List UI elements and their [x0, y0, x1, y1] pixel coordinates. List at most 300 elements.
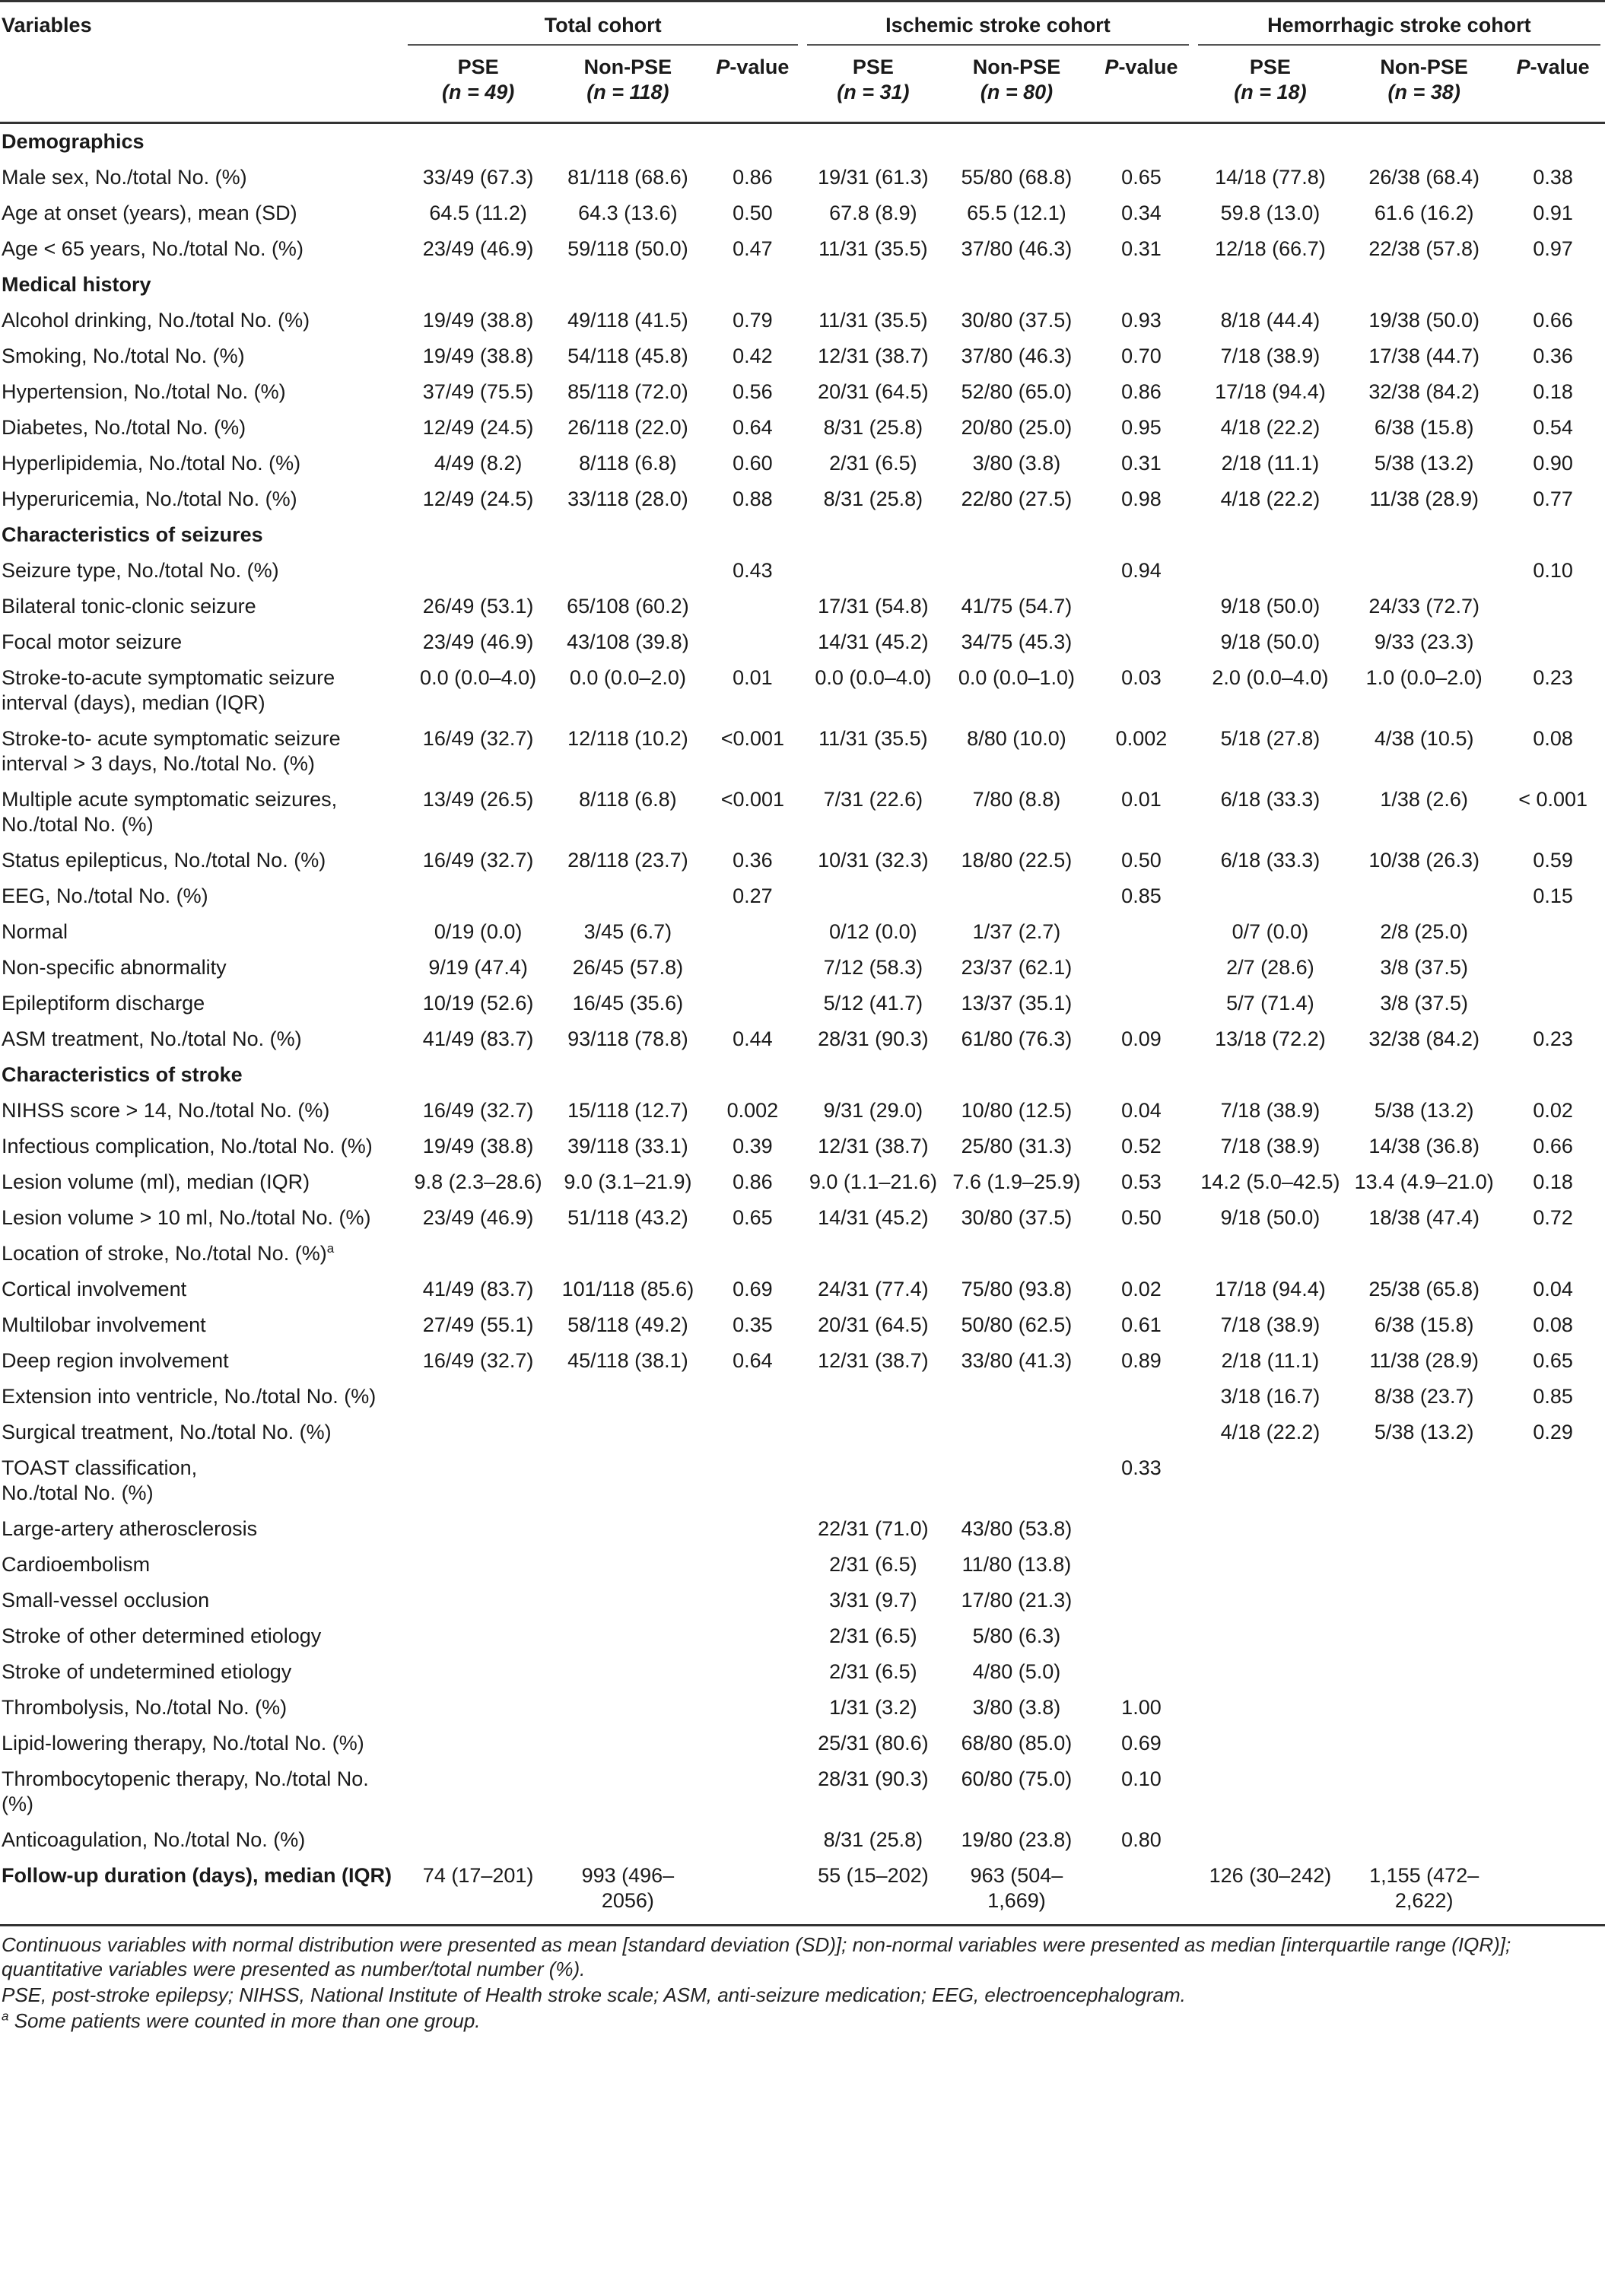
- value-cell: [1089, 950, 1193, 986]
- value-cell: [1347, 1511, 1501, 1547]
- nonpse-n: (n = 118): [586, 81, 669, 103]
- value-cell: 61.6 (16.2): [1374, 202, 1474, 224]
- row-label: [0, 1654, 403, 1690]
- value-cell: 8/31 (25.8): [823, 1828, 923, 1851]
- value-cell: 6/38 (15.8): [1374, 1313, 1474, 1336]
- value-cell: [553, 878, 703, 914]
- row-label: [0, 1343, 403, 1379]
- table-row: [0, 1200, 1605, 1236]
- value-cell: [703, 1415, 802, 1450]
- row-label: [0, 1450, 403, 1511]
- value-cell: 16/49 (32.7): [422, 727, 534, 750]
- value-cell: [1089, 914, 1193, 950]
- value-cell: 0.38: [1533, 166, 1573, 189]
- value-cell: [403, 1415, 553, 1450]
- value-cell: 23/49 (46.9): [422, 237, 534, 260]
- table-footnotes: [0, 1926, 1605, 2033]
- value-cell: 0.34: [1121, 202, 1162, 224]
- row-label-text: Hyperlipidemia, No./total No. (%): [2, 452, 301, 475]
- value-cell: 0.04: [1121, 1099, 1162, 1122]
- value-cell: 6/18 (33.3): [1220, 788, 1321, 811]
- footnote-1: Continuous variables with normal distribution were presented as mean [standard deviation (SD)]; non-normal variables were presented as median [interquartile range (IQR)]; quantitative variables were presented as number/total number (%).: [2, 1933, 1511, 1980]
- row-label-text: Thrombocytopenic therapy, No./total No. (%): [2, 1767, 369, 1815]
- value-cell: 19/31 (61.3): [818, 166, 929, 189]
- row-label-text: Hyperuricemia, No./total No. (%): [2, 487, 297, 510]
- row-label-text: EEG, No./total No. (%): [2, 884, 208, 907]
- value-cell: 0.33: [1121, 1456, 1162, 1479]
- value-cell: 12/49 (24.5): [422, 487, 534, 510]
- value-cell: 10/38 (26.3): [1368, 849, 1479, 872]
- nonpse-n: (n = 80): [980, 81, 1054, 103]
- value-cell: [1347, 1726, 1501, 1761]
- value-cell: [944, 1379, 1089, 1415]
- value-cell: 7/18 (38.9): [1220, 1099, 1321, 1122]
- value-cell: [1347, 1236, 1501, 1272]
- row-label: [0, 878, 403, 914]
- p-italic: P: [1516, 56, 1530, 78]
- value-cell: [1347, 1618, 1501, 1654]
- value-cell: 0.66: [1533, 309, 1573, 332]
- value-cell: 0.77: [1533, 487, 1573, 510]
- value-cell: 19/80 (23.8): [961, 1828, 1073, 1851]
- value-cell: 9/18 (50.0): [1220, 595, 1321, 618]
- value-cell: [403, 1654, 553, 1690]
- value-cell: [1501, 1583, 1605, 1618]
- row-label: [0, 843, 403, 878]
- value-cell: 0.89: [1121, 1349, 1162, 1372]
- value-cell: [1193, 553, 1347, 589]
- value-cell: [703, 1858, 802, 1926]
- value-cell: 61/80 (76.3): [961, 1027, 1073, 1050]
- value-cell: 52/80 (65.0): [961, 380, 1073, 403]
- group-header-hemorrhagic: Hemorrhagic stroke cohort: [1193, 2, 1605, 46]
- value-cell: [1089, 1654, 1193, 1690]
- value-cell: [553, 1450, 703, 1511]
- value-cell: 0.0 (0.0–4.0): [420, 666, 537, 689]
- table-row: [0, 410, 1605, 446]
- value-cell: 5/80 (6.3): [972, 1624, 1061, 1647]
- value-cell: 0.52: [1121, 1135, 1162, 1158]
- value-cell: 32/38 (84.2): [1368, 380, 1479, 403]
- row-label: [0, 1583, 403, 1618]
- row-label: [0, 914, 403, 950]
- value-cell: 0.18: [1533, 1170, 1573, 1193]
- value-cell: [703, 1511, 802, 1547]
- value-cell: 9/19 (47.4): [428, 956, 528, 979]
- value-cell: 25/80 (31.3): [961, 1135, 1073, 1158]
- value-cell: 3/80 (3.8): [972, 1696, 1061, 1719]
- value-cell: [1193, 1236, 1347, 1272]
- value-cell: 26/38 (68.4): [1368, 166, 1479, 189]
- table-row: [0, 1307, 1605, 1343]
- value-cell: 3/18 (16.7): [1220, 1385, 1321, 1408]
- value-cell: 4/38 (10.5): [1374, 727, 1474, 750]
- value-cell: [1347, 1450, 1501, 1511]
- value-cell: [944, 1415, 1089, 1450]
- value-cell: 0.50: [733, 202, 773, 224]
- value-cell: 14.2 (5.0–42.5): [1200, 1170, 1340, 1193]
- value-cell: 0.27: [733, 884, 773, 907]
- value-cell: 23/37 (62.1): [961, 956, 1073, 979]
- value-cell: 0.95: [1121, 416, 1162, 439]
- value-cell: 8/118 (6.8): [579, 788, 677, 811]
- row-label-text: Multilobar involvement: [2, 1313, 206, 1336]
- table-row: [0, 195, 1605, 231]
- value-cell: 10/19 (52.6): [422, 992, 534, 1015]
- value-cell: [1193, 1654, 1347, 1690]
- table-row: [0, 1379, 1605, 1415]
- value-cell: <0.001: [720, 727, 785, 750]
- row-label: [0, 553, 403, 589]
- value-cell: 16/45 (35.6): [572, 992, 684, 1015]
- value-cell: 0.0 (0.0–4.0): [815, 666, 932, 689]
- value-cell: 30/80 (37.5): [961, 1206, 1073, 1229]
- value-cell: 4/18 (22.2): [1220, 416, 1321, 439]
- row-label: [0, 624, 403, 660]
- value-cell: 75/80 (93.8): [961, 1278, 1073, 1300]
- value-cell: [1347, 1822, 1501, 1858]
- nonpse-n: (n = 38): [1387, 81, 1460, 103]
- table-row: [0, 1415, 1605, 1450]
- value-cell: 0.31: [1121, 237, 1162, 260]
- table-row: [0, 914, 1605, 950]
- value-cell: 67.8 (8.9): [829, 202, 917, 224]
- value-cell: [403, 1379, 553, 1415]
- value-cell: [1089, 624, 1193, 660]
- value-cell: 39/118 (33.1): [567, 1135, 688, 1158]
- value-cell: 13/49 (26.5): [422, 788, 534, 811]
- value-cell: 0.43: [733, 559, 773, 582]
- value-cell: 25/31 (80.6): [818, 1732, 929, 1755]
- value-cell: 4/18 (22.2): [1220, 1421, 1321, 1443]
- header-row-subheads: [0, 46, 1605, 123]
- value-cell: 33/80 (41.3): [961, 1349, 1073, 1372]
- table-row: [0, 1822, 1605, 1858]
- value-cell: 0.23: [1533, 1027, 1573, 1050]
- row-label-text: Deep region involvement: [2, 1349, 229, 1372]
- value-cell: 32/38 (84.2): [1368, 1027, 1479, 1050]
- value-cell: 10/31 (32.3): [818, 849, 929, 872]
- table-row: [0, 1547, 1605, 1583]
- p-italic: P: [716, 56, 730, 78]
- hemorrhagic-nonpse-subhead: [1347, 46, 1501, 123]
- row-label: [0, 303, 403, 338]
- value-cell: 65.5 (12.1): [967, 202, 1066, 224]
- value-cell: 4/18 (22.2): [1220, 487, 1321, 510]
- value-cell: [1501, 1618, 1605, 1654]
- value-cell: 0.72: [1533, 1206, 1573, 1229]
- value-cell: 7/18 (38.9): [1220, 345, 1321, 367]
- value-cell: [553, 1415, 703, 1450]
- value-cell: 0.29: [1533, 1421, 1573, 1443]
- value-cell: [1347, 1761, 1501, 1822]
- value-cell: 11/38 (28.9): [1369, 1349, 1479, 1372]
- table-row: [0, 1272, 1605, 1307]
- value-cell: [703, 1654, 802, 1690]
- value-cell: [1089, 1858, 1193, 1926]
- value-cell: [403, 1726, 553, 1761]
- row-label: [0, 721, 403, 782]
- value-cell: 2/8 (25.0): [1380, 920, 1468, 943]
- value-cell: 0/19 (0.0): [434, 920, 523, 943]
- value-cell: 64.3 (13.6): [578, 202, 678, 224]
- value-cell: 19/49 (38.8): [422, 1135, 534, 1158]
- value-cell: 0.02: [1121, 1278, 1162, 1300]
- total-pse-subhead: [403, 46, 553, 123]
- row-label-text: Lesion volume (ml), median (IQR): [2, 1170, 310, 1193]
- value-cell: [1347, 1654, 1501, 1690]
- value-cell: 963 (504–1,669): [970, 1864, 1063, 1912]
- value-cell: 0.42: [733, 345, 773, 367]
- value-cell: [703, 624, 802, 660]
- value-cell: 19/38 (50.0): [1368, 309, 1479, 332]
- value-cell: 1/38 (2.6): [1380, 788, 1468, 811]
- value-cell: 11/31 (35.5): [818, 727, 928, 750]
- value-cell: 0/7 (0.0): [1232, 920, 1309, 943]
- value-cell: 28/31 (90.3): [818, 1767, 929, 1790]
- p-italic: P: [1104, 56, 1119, 78]
- ischemic-pse-subhead: [802, 46, 944, 123]
- row-label: [0, 446, 403, 481]
- value-cell: 0.88: [733, 487, 773, 510]
- value-cell: 2.0 (0.0–4.0): [1212, 666, 1329, 689]
- row-label: [0, 1164, 403, 1200]
- row-label-text: Surgical treatment, No./total No. (%): [2, 1421, 332, 1443]
- value-cell: 0.86: [1121, 380, 1162, 403]
- value-cell: 0.47: [733, 237, 773, 260]
- value-cell: 0.86: [733, 1170, 773, 1193]
- row-label-text: Stroke of other determined etiology: [2, 1624, 322, 1647]
- table-row: [0, 553, 1605, 589]
- value-cell: 16/49 (32.7): [422, 1099, 534, 1122]
- table-row: [0, 1858, 1605, 1926]
- value-cell: 11/31 (35.5): [818, 309, 928, 332]
- pse-label: PSE: [457, 56, 499, 78]
- value-cell: [1501, 1761, 1605, 1822]
- value-cell: [1501, 589, 1605, 624]
- header-row-groups: [0, 2, 1605, 46]
- value-cell: [403, 1547, 553, 1583]
- row-label-text: Alcohol drinking, No./total No. (%): [2, 309, 310, 332]
- value-cell: 0.66: [1533, 1135, 1573, 1158]
- value-cell: 25/38 (65.8): [1368, 1278, 1479, 1300]
- value-cell: [944, 553, 1089, 589]
- value-cell: 16/49 (32.7): [422, 849, 534, 872]
- value-cell: 8/118 (6.8): [579, 452, 677, 475]
- value-cell: 23/49 (46.9): [422, 630, 534, 653]
- value-cell: 24/31 (77.4): [818, 1278, 929, 1300]
- table-row: [0, 878, 1605, 914]
- value-cell: [1193, 1690, 1347, 1726]
- value-cell: 9/18 (50.0): [1220, 630, 1321, 653]
- value-cell: 0.69: [733, 1278, 773, 1300]
- value-cell: 0.10: [1533, 559, 1573, 582]
- table-row: [0, 1726, 1605, 1761]
- row-label-text: Status epilepticus, No./total No. (%): [2, 849, 326, 872]
- value-cell: 0.54: [1533, 416, 1573, 439]
- value-cell: [553, 1547, 703, 1583]
- row-label-text: Lipid-lowering therapy, No./total No. (%): [2, 1732, 364, 1755]
- value-cell: 0.85: [1533, 1385, 1573, 1408]
- value-cell: 0.08: [1533, 1313, 1573, 1336]
- row-label: [0, 1761, 403, 1822]
- value-cell: [802, 1379, 944, 1415]
- row-label: [0, 1618, 403, 1654]
- value-cell: [1193, 878, 1347, 914]
- row-label: [0, 160, 403, 195]
- section-header-row: [0, 517, 1605, 553]
- value-cell: <0.001: [720, 788, 785, 811]
- value-cell: 2/31 (6.5): [829, 1553, 917, 1576]
- value-cell: 0.90: [1533, 452, 1573, 475]
- table-row: [0, 589, 1605, 624]
- value-cell: 37/49 (75.5): [422, 380, 534, 403]
- value-cell: 0.70: [1121, 345, 1162, 367]
- row-label-text: Large-artery atherosclerosis: [2, 1517, 258, 1540]
- value-cell: [1089, 589, 1193, 624]
- row-label: [0, 374, 403, 410]
- value-cell: 59.8 (13.0): [1220, 202, 1321, 224]
- row-label: [0, 1726, 403, 1761]
- value-cell: 17/18 (94.4): [1215, 380, 1326, 403]
- value-cell: 13/37 (35.1): [961, 992, 1073, 1015]
- value-cell: 0.02: [1533, 1099, 1573, 1122]
- value-cell: [1347, 1547, 1501, 1583]
- value-cell: [1501, 914, 1605, 950]
- table-row: [0, 1093, 1605, 1129]
- value-cell: 43/80 (53.8): [961, 1517, 1073, 1540]
- value-cell: 55 (15–202): [818, 1864, 929, 1887]
- value-cell: 3/8 (37.5): [1380, 992, 1468, 1015]
- row-label-text: Extension into ventricle, No./total No. (%): [2, 1385, 377, 1408]
- hemorrhagic-pse-subhead: [1193, 46, 1347, 123]
- section-header-row: [0, 1057, 1605, 1093]
- value-cell: [703, 950, 802, 986]
- value-cell: 0.94: [1121, 559, 1162, 582]
- value-cell: [703, 1547, 802, 1583]
- value-cell: 0.0 (0.0–1.0): [958, 666, 1076, 689]
- value-cell: 17/38 (44.7): [1368, 345, 1479, 367]
- value-cell: [1193, 1511, 1347, 1547]
- value-cell: 0.86: [733, 166, 773, 189]
- value-cell: 41/49 (83.7): [422, 1027, 534, 1050]
- value-cell: 4/80 (5.0): [972, 1660, 1061, 1683]
- value-cell: 1.0 (0.0–2.0): [1365, 666, 1483, 689]
- value-cell: 2/7 (28.6): [1226, 956, 1314, 979]
- value-cell: 0.23: [1533, 666, 1573, 689]
- table-header: [0, 2, 1605, 123]
- value-cell: 2/31 (6.5): [829, 452, 917, 475]
- value-cell: 2/31 (6.5): [829, 1660, 917, 1683]
- p-rest: -value: [1118, 56, 1178, 78]
- value-cell: 22/80 (27.5): [961, 487, 1073, 510]
- value-cell: [403, 553, 553, 589]
- value-cell: 60/80 (75.0): [961, 1767, 1073, 1790]
- value-cell: 33/118 (28.0): [567, 487, 688, 510]
- row-label: [0, 1415, 403, 1450]
- value-cell: [553, 1654, 703, 1690]
- value-cell: [703, 1690, 802, 1726]
- value-cell: [403, 1618, 553, 1654]
- value-cell: [1193, 1822, 1347, 1858]
- hemorrhagic-pvalue-subhead: [1501, 46, 1605, 123]
- value-cell: [802, 878, 944, 914]
- value-cell: 0.98: [1121, 487, 1162, 510]
- value-cell: [403, 1583, 553, 1618]
- value-cell: 43/108 (39.8): [567, 630, 689, 653]
- value-cell: 5/12 (41.7): [823, 992, 923, 1015]
- value-cell: [1501, 1858, 1605, 1926]
- table-body: [0, 123, 1605, 1926]
- row-label: [0, 481, 403, 517]
- table-row: [0, 782, 1605, 843]
- value-cell: [703, 914, 802, 950]
- value-cell: 8/80 (10.0): [967, 727, 1066, 750]
- value-cell: 0.18: [1533, 380, 1573, 403]
- value-cell: [553, 553, 703, 589]
- value-cell: 2/18 (11.1): [1221, 1349, 1320, 1372]
- value-cell: 85/118 (72.0): [567, 380, 688, 403]
- footnote-a-mark: a: [2, 2009, 9, 2024]
- value-cell: 51/118 (43.2): [567, 1206, 688, 1229]
- value-cell: 20/31 (64.5): [818, 1313, 929, 1336]
- value-cell: [1501, 1726, 1605, 1761]
- value-cell: [553, 1379, 703, 1415]
- value-cell: 0.44: [733, 1027, 773, 1050]
- value-cell: 81/118 (68.6): [567, 166, 688, 189]
- value-cell: [703, 1726, 802, 1761]
- value-cell: [1089, 1236, 1193, 1272]
- value-cell: 0.64: [733, 416, 773, 439]
- value-cell: [1193, 1618, 1347, 1654]
- value-cell: 7/18 (38.9): [1220, 1313, 1321, 1336]
- value-cell: 8/31 (25.8): [823, 416, 923, 439]
- variables-header: Variables: [2, 14, 92, 37]
- ischemic-pvalue-subhead: [1089, 46, 1193, 123]
- value-cell: 64.5 (11.2): [429, 202, 527, 224]
- row-label-text: Location of stroke, No./total No. (%): [2, 1242, 327, 1265]
- value-cell: 7/80 (8.8): [972, 788, 1061, 811]
- value-cell: 0.60: [733, 452, 773, 475]
- table-row: [0, 1583, 1605, 1618]
- value-cell: 0.03: [1121, 666, 1162, 689]
- value-cell: 17/18 (94.4): [1215, 1278, 1326, 1300]
- value-cell: 68/80 (85.0): [961, 1732, 1073, 1755]
- row-label-text: Stroke-to- acute symptomatic seizure interval > 3 days, No./total No. (%): [2, 727, 341, 775]
- row-label: [0, 231, 403, 267]
- row-label-text: NIHSS score > 14, No./total No. (%): [2, 1099, 330, 1122]
- value-cell: 0.01: [733, 666, 773, 689]
- value-cell: 28/31 (90.3): [818, 1027, 929, 1050]
- section-title: Characteristics of stroke: [2, 1063, 243, 1086]
- value-cell: [403, 1822, 553, 1858]
- value-cell: [1089, 986, 1193, 1021]
- value-cell: 0.002: [726, 1099, 779, 1122]
- value-cell: 49/118 (41.5): [567, 309, 688, 332]
- group-header-ischemic: Ischemic stroke cohort: [802, 2, 1193, 46]
- value-cell: 30/80 (37.5): [961, 309, 1073, 332]
- value-cell: 14/31 (45.2): [818, 1206, 929, 1229]
- value-cell: 14/31 (45.2): [818, 630, 929, 653]
- pse-n: (n = 18): [1234, 81, 1307, 103]
- value-cell: 1,155 (472–2,622): [1369, 1864, 1479, 1912]
- value-cell: 0.65: [1121, 166, 1162, 189]
- table-row: [0, 1343, 1605, 1379]
- value-cell: 0.56: [733, 380, 773, 403]
- value-cell: 101/118 (85.6): [561, 1278, 694, 1300]
- row-label-text: Anticoagulation, No./total No. (%): [2, 1828, 306, 1851]
- row-label: [0, 986, 403, 1021]
